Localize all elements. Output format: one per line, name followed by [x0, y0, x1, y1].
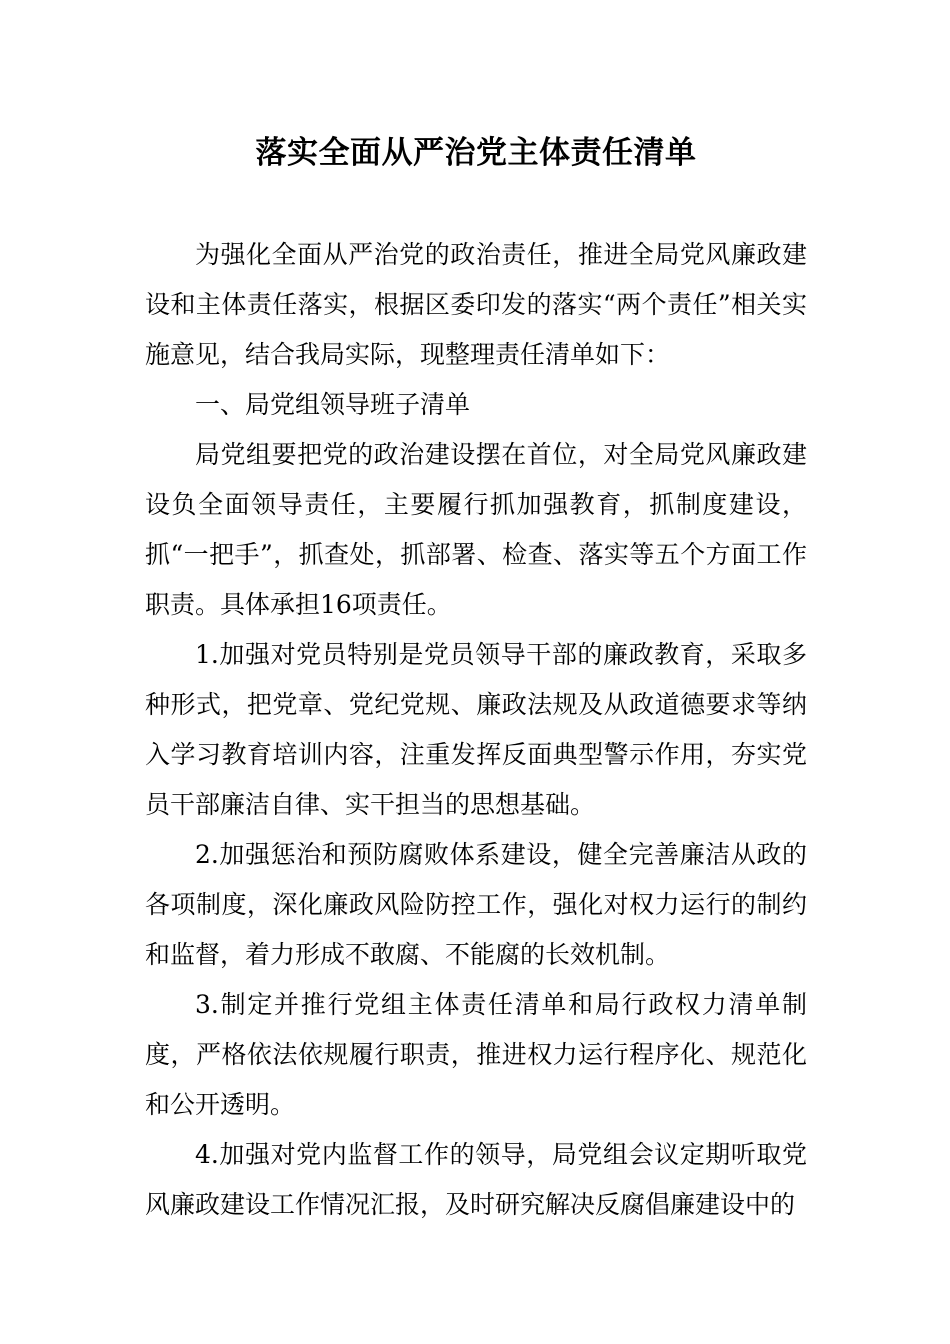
- list-item-4: 4.加强对党内监督工作的领导，局党组会议定期听取党风廉政建设工作情况汇报，及时研究解决反腐倡廉建设中的: [145, 1140, 807, 1219]
- document-title: 落实全面从严治党主体责任清单: [255, 135, 697, 171]
- list-item-3: 3.制定并推行党组主体责任清单和局行政权力清单制度，严格依法依规履行职责，推进权力运行程序化、规范化和公开透明。: [145, 990, 807, 1119]
- document-body: [145, 230, 807, 1230]
- section-summary-paragraph: 局党组要把党的政治建设摆在首位，对全局党风廉政建设负全面领导责任，主要履行抓加强教育，抓制度建设，抓“一把手”，抓查处，抓部署、检查、落实等五个方面工作职责。具体承担16项责任。: [145, 440, 807, 619]
- section-heading: 一、局党组领导班子清单: [195, 390, 471, 419]
- list-item-2: 2.加强惩治和预防腐败体系建设，健全完善廉洁从政的各项制度，深化廉政风险防控工作，强化对权力运行的制约和监督，着力形成不敢腐、不能腐的长效机制。: [145, 840, 807, 969]
- list-item-1: 1.加强对党员特别是党员领导干部的廉政教育，采取多种形式，把党章、党纪党规、廉政法规及从政道德要求等纳入学习教育培训内容，注重发挥反面典型警示作用，夯实党员干部廉洁自律、实干担当的思想基础。: [145, 640, 807, 819]
- intro-paragraph: 为强化全面从严治党的政治责任，推进全局党风廉政建设和主体责任落实，根据区委印发的落实“两个责任”相关实施意见，结合我局实际，现整理责任清单如下：: [145, 240, 807, 369]
